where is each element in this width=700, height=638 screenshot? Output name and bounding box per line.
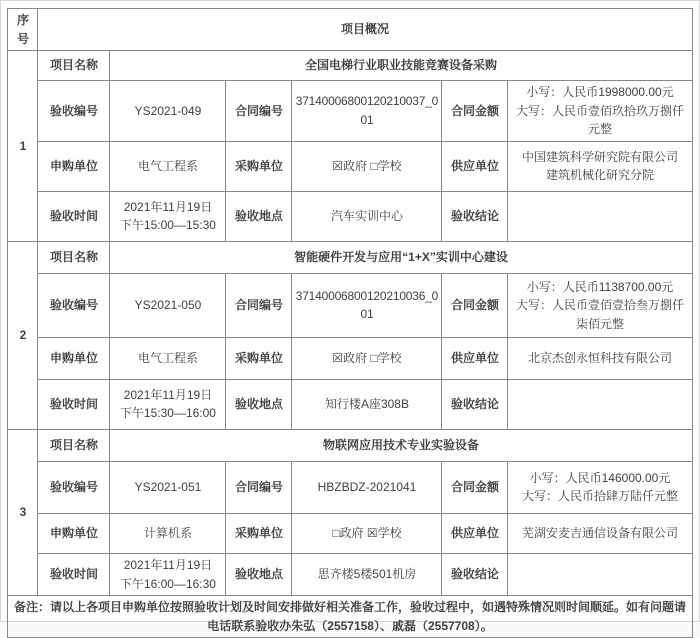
project-1-acceptance-time <box>110 191 226 241</box>
project-name-label: 项目名称 <box>38 429 110 461</box>
acceptance-time-label: 验收时间 <box>38 191 110 241</box>
supplier-unit-label: 供应单位 <box>442 513 508 553</box>
contract-amount-label: 合同金额 <box>442 273 508 337</box>
acceptance-time-label: 验收时间 <box>38 553 110 595</box>
checkbox-school-unchecked-icon: □ <box>370 351 378 366</box>
supplier-unit-label: 供应单位 <box>442 337 508 379</box>
remarks-note: 备注：请以上各项目申购单位按照验收计划及时间安排做好相关准备工作，验收过程中，如遇特殊情况则时间顺延。如有问题请电话联系验收办朱弘（2557158）、戚磊（2557708）。 <box>8 596 692 638</box>
checkbox-government-unchecked-icon: □ <box>332 526 340 541</box>
project-2-acceptance-no: YS2021-050 <box>110 273 226 337</box>
amount-small-writing: 小写：人民币1138700.00元 <box>526 279 674 294</box>
contract-no-label: 合同编号 <box>226 81 292 142</box>
acceptance-conclusion-label: 验收结论 <box>442 379 508 429</box>
table-row <box>8 141 692 191</box>
time-range: 下午15:30—16:00 <box>119 406 216 421</box>
time-date: 2021年11月19日 <box>123 387 213 402</box>
time-range: 下午15:00—15:30 <box>119 218 216 233</box>
project-name-label: 项目名称 <box>38 51 110 81</box>
contract-no-label: 合同编号 <box>226 461 292 513</box>
acceptance-place-label: 验收地点 <box>226 553 292 595</box>
acceptance-time-label: 验收时间 <box>38 379 110 429</box>
requesting-unit-label: 申购单位 <box>38 141 110 191</box>
project-1-name: 全国电梯行业职业技能竞赛设备采购 <box>110 51 692 81</box>
checkbox-school-checked-icon: ☒ <box>366 526 378 541</box>
project-3-acceptance-place: 思齐楼5楼501机房 <box>292 553 442 595</box>
project-1-acceptance-place: 汽车实训中心 <box>292 191 442 241</box>
acceptance-no-label: 验收编号 <box>38 81 110 142</box>
table-row <box>8 191 692 241</box>
project-1-acceptance-conclusion <box>508 191 692 241</box>
project-3-contract-no: HBZBDZ-2021041 <box>292 461 442 513</box>
project-overview-table <box>7 8 692 638</box>
time-date: 2021年11月19日 <box>123 557 213 572</box>
project-3-contract-amount <box>508 461 692 513</box>
project-2-contract-amount <box>508 273 692 337</box>
supplier-line-2: 建筑机械化研究分院 <box>545 168 654 183</box>
purchasing-unit-label: 采购单位 <box>226 141 292 191</box>
purchasing-unit-label: 采购单位 <box>226 513 292 553</box>
contract-amount-label: 合同金额 <box>442 461 508 513</box>
project-1-supplier-unit <box>508 141 692 191</box>
project-1-purchasing-unit <box>292 141 442 191</box>
project-3-serial: 3 <box>8 429 38 595</box>
acceptance-no-label: 验收编号 <box>38 273 110 337</box>
project-2-acceptance-place: 知行楼A座308B <box>292 379 442 429</box>
contract-no-label: 合同编号 <box>226 273 292 337</box>
project-2-contract-no: 37140006800120210036_001 <box>292 273 442 337</box>
table-header-row <box>8 9 692 51</box>
project-2-supplier-unit: 北京杰创永恒科技有限公司 <box>508 337 692 379</box>
project-1-contract-no: 37140006800120210037_001 <box>292 81 442 142</box>
project-3-supplier-unit: 芜湖安麦吉通信设备有限公司 <box>508 513 692 553</box>
checkbox-government-checked-icon: ☒ <box>332 159 344 174</box>
project-1-requesting-unit: 电气工程系 <box>110 141 226 191</box>
project-1-acceptance-no: YS2021-049 <box>110 81 226 142</box>
project-3-acceptance-time <box>110 553 226 595</box>
school-option-label: 学校 <box>377 351 402 366</box>
project-3-requesting-unit: 计算机系 <box>110 513 226 553</box>
amount-small-writing: 小写：人民币1998000.00元 <box>526 85 674 100</box>
table-row <box>8 429 692 461</box>
amount-capital-writing: 大写：人民币壹佰玖拾玖万捌仟元整 <box>515 103 684 137</box>
requesting-unit-label: 申购单位 <box>38 513 110 553</box>
project-2-name: 智能硬件开发与应用“1+X”实训中心建设 <box>110 241 692 273</box>
project-3-acceptance-conclusion <box>508 553 692 595</box>
table-row <box>8 461 692 513</box>
requesting-unit-label: 申购单位 <box>38 337 110 379</box>
school-option-label: 学校 <box>377 159 402 174</box>
purchasing-unit-label: 采购单位 <box>226 337 292 379</box>
acceptance-conclusion-label: 验收结论 <box>442 553 508 595</box>
project-1-contract-amount <box>508 81 692 142</box>
table-row <box>8 379 692 429</box>
time-range: 下午16:00—16:30 <box>119 576 216 591</box>
contract-amount-label: 合同金额 <box>442 81 508 142</box>
table-row <box>8 513 692 553</box>
project-3-acceptance-no: YS2021-051 <box>110 461 226 513</box>
project-2-requesting-unit: 电气工程系 <box>110 337 226 379</box>
column-header-overview: 项目概况 <box>38 9 692 51</box>
checkbox-school-unchecked-icon: □ <box>370 159 378 174</box>
table-row <box>8 51 692 81</box>
government-option-label: 政府 <box>343 159 368 174</box>
acceptance-place-label: 验收地点 <box>226 379 292 429</box>
government-option-label: 政府 <box>339 526 364 541</box>
note-row <box>8 596 692 638</box>
project-2-acceptance-conclusion <box>508 379 692 429</box>
school-option-label: 学校 <box>377 526 402 541</box>
supplier-unit-label: 供应单位 <box>442 141 508 191</box>
acceptance-conclusion-label: 验收结论 <box>442 191 508 241</box>
project-2-acceptance-time <box>110 379 226 429</box>
amount-small-writing: 小写：人民币146000.00元 <box>529 470 671 485</box>
project-2-purchasing-unit <box>292 337 442 379</box>
time-date: 2021年11月19日 <box>123 199 213 214</box>
amount-capital-writing: 大写：人民币拾肆万陆仟元整 <box>521 489 678 504</box>
acceptance-no-label: 验收编号 <box>38 461 110 513</box>
checkbox-government-checked-icon: ☒ <box>332 351 344 366</box>
project-2-serial: 2 <box>8 241 38 429</box>
amount-capital-writing: 大写：人民币壹佰壹拾叁万捌仟柒佰元整 <box>515 298 684 331</box>
government-option-label: 政府 <box>343 351 368 366</box>
project-3-purchasing-unit <box>292 513 442 553</box>
table-row <box>8 273 692 337</box>
project-name-label: 项目名称 <box>38 241 110 273</box>
supplier-line-1: 中国建筑科学研究院有限公司 <box>521 149 678 164</box>
table-row <box>8 241 692 273</box>
column-header-serial: 序号 <box>8 9 38 51</box>
project-3-name: 物联网应用技术专业实验设备 <box>110 429 692 461</box>
table-row <box>8 337 692 379</box>
acceptance-place-label: 验收地点 <box>226 191 292 241</box>
table-row <box>8 81 692 142</box>
project-1-serial: 1 <box>8 51 38 242</box>
table-row <box>8 553 692 595</box>
